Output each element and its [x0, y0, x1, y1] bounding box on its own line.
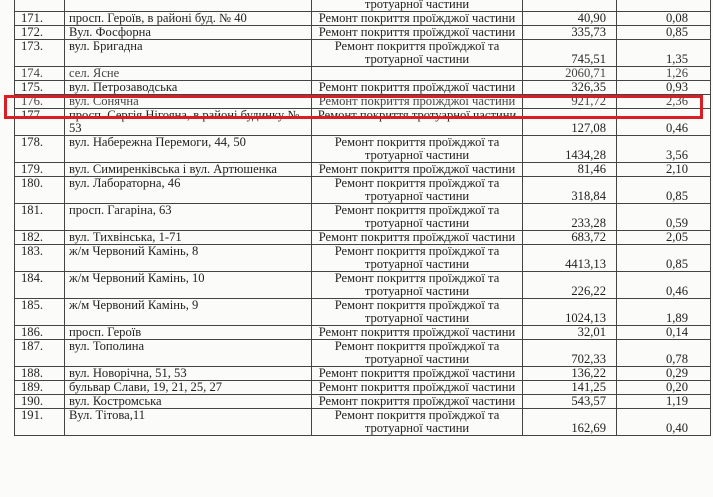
row-value: 226,22 [523, 272, 617, 299]
row-value: 683,72 [523, 231, 617, 245]
row-work-type: Ремонт покриття проїжджої частини [312, 381, 523, 395]
row-value: 1024,13 [523, 299, 617, 326]
row-work-type: Ремонт покриття проїжджої та тротуарної частини [312, 299, 523, 326]
top-fragment-text: тротуарної частини [312, 0, 523, 12]
row-number: 186. [15, 326, 65, 340]
table-row [15, 367, 711, 381]
row-work-type: Ремонт покриття проїжджої частини [312, 95, 523, 109]
row-value: 40,90 [523, 12, 617, 26]
row-financing: 0,85 [617, 245, 711, 272]
table-row [15, 163, 711, 177]
row-number: 181. [15, 204, 65, 231]
row-address: Вул. Тітова,11 [65, 409, 312, 436]
row-work-type: Ремонт покриття проїжджої та тротуарної частини [312, 272, 523, 299]
row-value: 2060,71 [523, 67, 617, 81]
row-financing: 1,89 [617, 299, 711, 326]
row-work-type: Ремонт покриття проїжджої та тротуарної частини [312, 245, 523, 272]
row-financing: 0,29 [617, 367, 711, 381]
row-number: 188. [15, 367, 65, 381]
table-row [15, 299, 711, 326]
row-address: просп. Гагаріна, 63 [65, 204, 312, 231]
row-number: 183. [15, 245, 65, 272]
row-value: 745,51 [523, 40, 617, 67]
row-number: 172. [15, 26, 65, 40]
row-value: 543,57 [523, 395, 617, 409]
row-financing: 1,35 [617, 40, 711, 67]
row-address: вул. Петрозаводська [65, 81, 312, 95]
row-number: 189. [15, 381, 65, 395]
table-row [15, 409, 711, 436]
row-work-type: Ремонт покриття проїжджої та тротуарної частини [312, 40, 523, 67]
row-financing: 1,26 [617, 67, 711, 81]
row-address: вул. Тополина [65, 340, 312, 367]
row-address: ж/м Червоний Камінь, 10 [65, 272, 312, 299]
row-work-type: Ремонт покриття проїжджої частини [312, 231, 523, 245]
row-value: 921,72 [523, 95, 617, 109]
row-work-type: Ремонт покриття проїжджої та тротуарної частини [312, 177, 523, 204]
row-work-type: Ремонт покриття проїжджої частини [312, 367, 523, 381]
row-work-type: Ремонт покриття проїжджої та тротуарної частини [312, 136, 523, 163]
row-work-type: Ремонт покриття проїжджої частини [312, 26, 523, 40]
row-financing: 0,93 [617, 81, 711, 95]
row-address: сел. Ясне [65, 67, 312, 81]
row-number: 182. [15, 231, 65, 245]
row-value: 1434,28 [523, 136, 617, 163]
row-value: 318,84 [523, 177, 617, 204]
row-address: ж/м Червоний Камінь, 8 [65, 245, 312, 272]
row-value: 4413,13 [523, 245, 617, 272]
table-row [15, 272, 711, 299]
row-financing: 0,14 [617, 326, 711, 340]
row-number: 176. [15, 95, 65, 109]
row-value: 127,08 [523, 109, 617, 136]
row-address: вул. Костромська [65, 395, 312, 409]
row-address: Вул. Фосфорна [65, 26, 312, 40]
row-financing: 0,46 [617, 109, 711, 136]
row-address: ж/м Червоний Камінь, 9 [65, 299, 312, 326]
row-value: 233,28 [523, 204, 617, 231]
row-number: 173. [15, 40, 65, 67]
row-address: вул. Сонячна [65, 95, 312, 109]
row-number: 190. [15, 395, 65, 409]
table-row [15, 381, 711, 395]
row-value: 335,73 [523, 26, 617, 40]
table-row [15, 136, 711, 163]
row-address: вул. Новорічна, 51, 53 [65, 367, 312, 381]
row-financing: 0,46 [617, 272, 711, 299]
road-repair-table [14, 0, 711, 436]
row-address: вул. Симиренківська і вул. Артюшенка [65, 163, 312, 177]
row-address: вул. Лабораторна, 46 [65, 177, 312, 204]
row-work-type: Ремонт покриття проїжджої та тротуарної частини [312, 340, 523, 367]
row-value: 326,35 [523, 81, 617, 95]
row-financing: 0,85 [617, 177, 711, 204]
row-work-type [312, 67, 523, 81]
table-row [15, 326, 711, 340]
table-body [15, 0, 711, 436]
row-financing: 0,20 [617, 381, 711, 395]
row-value: 32,01 [523, 326, 617, 340]
table-row [15, 177, 711, 204]
row-work-type: Ремонт покриття проїжджої частини [312, 12, 523, 26]
table-row [15, 81, 711, 95]
row-address: просп. Сергія Нігояна, в районі будинку № 53 [65, 109, 312, 136]
row-financing: 2,10 [617, 163, 711, 177]
table-row [15, 340, 711, 367]
row-number: 185. [15, 299, 65, 326]
row-financing: 0,59 [617, 204, 711, 231]
row-address: бульвар Слави, 19, 21, 25, 27 [65, 381, 312, 395]
row-address: вул. Тихвінська, 1-71 [65, 231, 312, 245]
table-row [15, 40, 711, 67]
row-number: 178. [15, 136, 65, 163]
row-work-type: Ремонт покриття проїжджої та тротуарної частини [312, 204, 523, 231]
row-number: 184. [15, 272, 65, 299]
table-row [15, 395, 711, 409]
table-row-top-fragment [15, 0, 711, 12]
row-financing: 3,56 [617, 136, 711, 163]
table-row [15, 231, 711, 245]
row-number: 179. [15, 163, 65, 177]
row-financing: 0,85 [617, 26, 711, 40]
row-work-type: Ремонт покриття проїжджої та тротуарної частини [312, 409, 523, 436]
row-work-type: Ремонт покриття проїжджої частини [312, 395, 523, 409]
row-work-type: Ремонт покриття тротуарної частини [312, 109, 523, 136]
row-financing: 0,08 [617, 12, 711, 26]
row-financing: 2,36 [617, 95, 711, 109]
row-address: просп. Героїв, в районі буд. № 40 [65, 12, 312, 26]
row-number: 177. [15, 109, 65, 136]
row-value: 162,69 [523, 409, 617, 436]
row-value: 81,46 [523, 163, 617, 177]
row-address: вул. Набережна Перемоги, 44, 50 [65, 136, 312, 163]
table-row [15, 204, 711, 231]
table-row [15, 245, 711, 272]
row-financing: 1,19 [617, 395, 711, 409]
row-value: 702,33 [523, 340, 617, 367]
table-row [15, 95, 711, 109]
row-number: 174. [15, 67, 65, 81]
row-value: 136,22 [523, 367, 617, 381]
table-row [15, 67, 711, 81]
row-work-type: Ремонт покриття проїжджої частини [312, 81, 523, 95]
row-number: 175. [15, 81, 65, 95]
table-row [15, 26, 711, 40]
row-address: просп. Героїв [65, 326, 312, 340]
row-financing: 0,78 [617, 340, 711, 367]
row-financing: 2,05 [617, 231, 711, 245]
row-address: вул. Бригадна [65, 40, 312, 67]
row-work-type: Ремонт покриття проїжджої частини [312, 163, 523, 177]
table-row [15, 12, 711, 26]
row-work-type: Ремонт покриття проїжджої частини [312, 326, 523, 340]
row-value: 141,25 [523, 381, 617, 395]
row-number: 187. [15, 340, 65, 367]
table-row [15, 109, 711, 136]
row-financing: 0,40 [617, 409, 711, 436]
row-number: 180. [15, 177, 65, 204]
row-number: 171. [15, 12, 65, 26]
row-number: 191. [15, 409, 65, 436]
